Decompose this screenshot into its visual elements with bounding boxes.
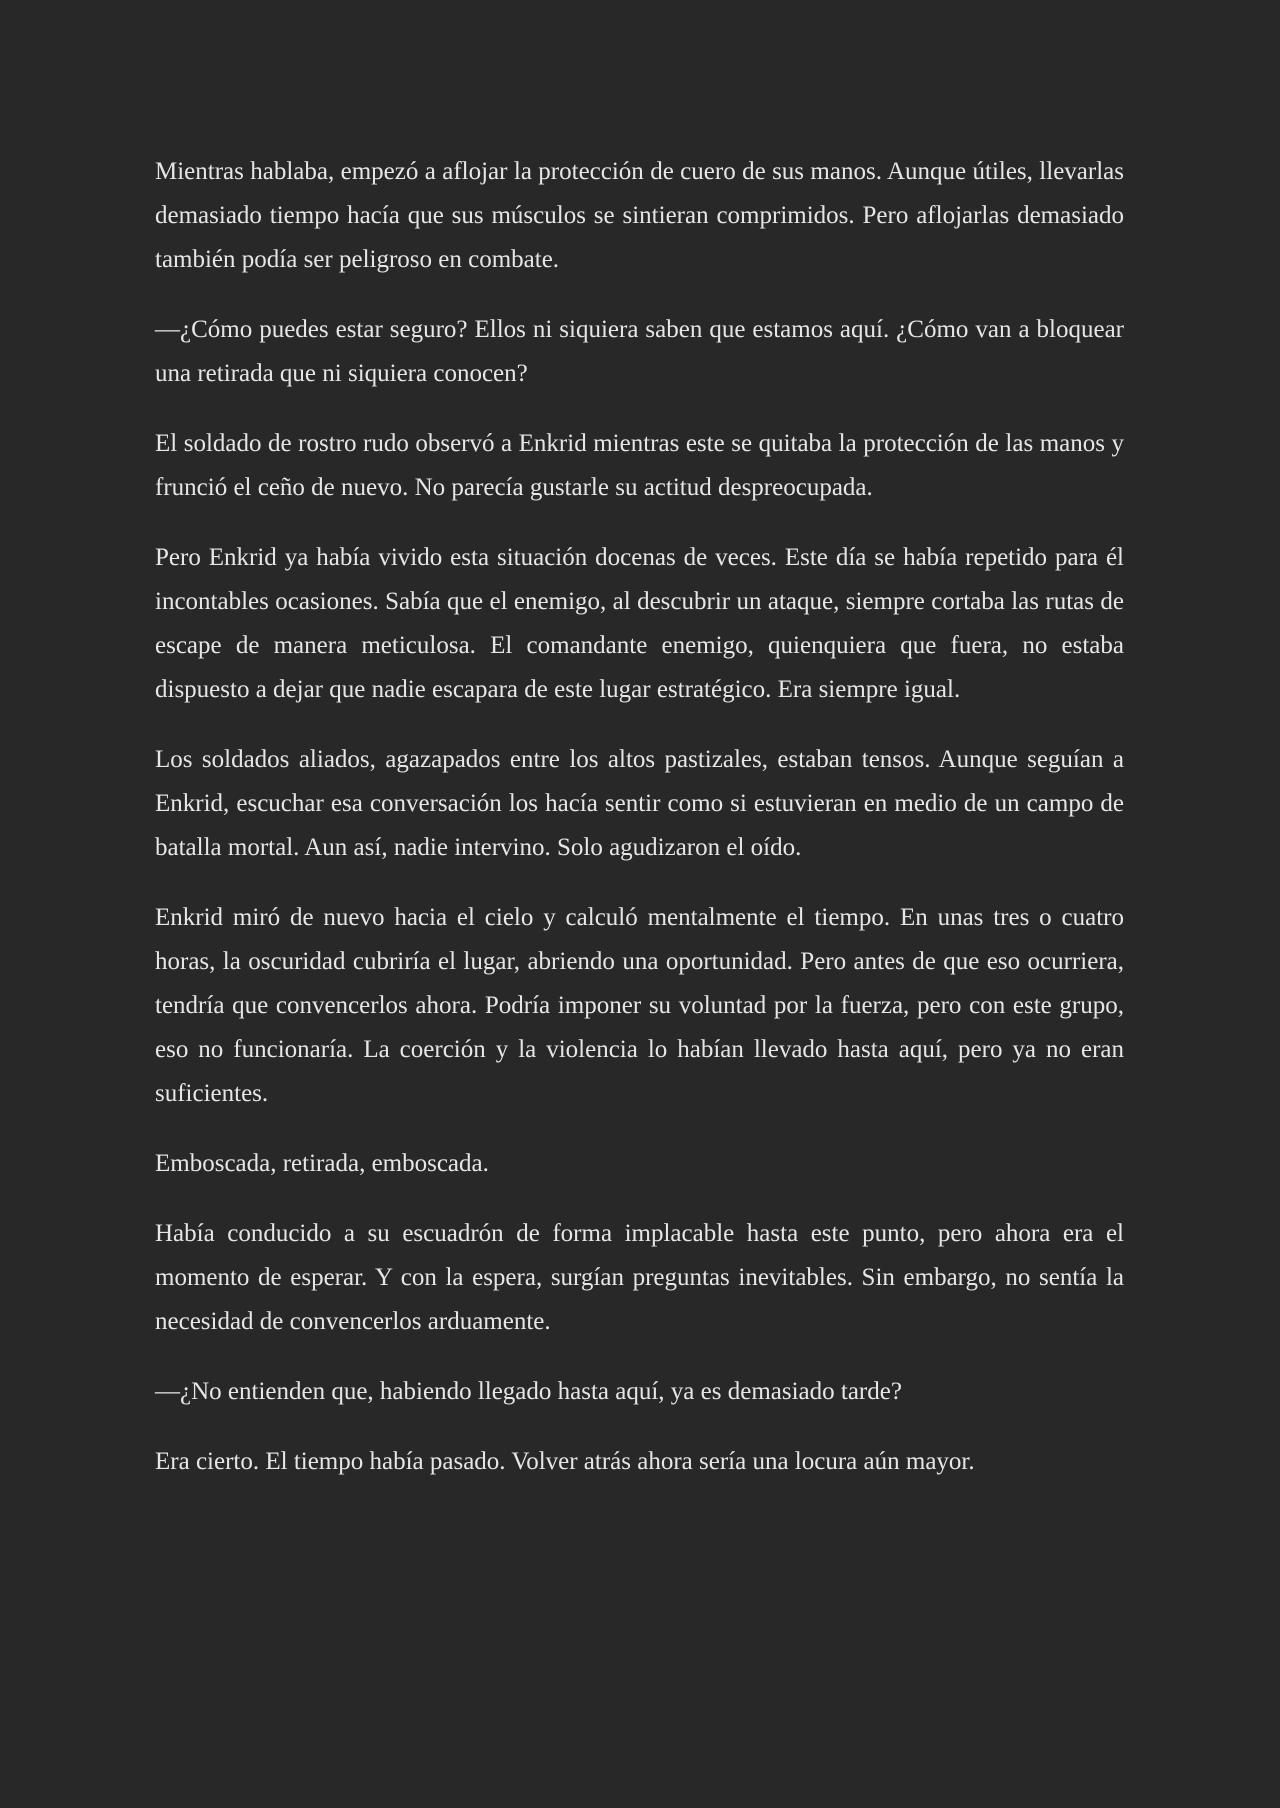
- paragraph-4: Pero Enkrid ya había vivido esta situación docenas de veces. Este día se había repetido para él incontables ocasiones. Sabía que el enemigo, al descubrir un ataque, siempre cortaba las rutas de escape de manera meticulosa. El comandante enemigo, quienquiera que fuera, no estaba dispuesto a dejar que nadie escapara de este lugar estratégico. Era siempre igual.: [155, 544, 1124, 703]
- text-page: [155, 150, 1124, 1510]
- paragraph-3: El soldado de rostro rudo observó a Enkrid mientras este se quitaba la protección de las manos y frunció el ceño de nuevo. No parecía gustarle su actitud despreocupada.: [155, 430, 1124, 501]
- paragraph-5: Los soldados aliados, agazapados entre los altos pastizales, estaban tensos. Aunque seguían a Enkrid, escuchar esa conversación los hacía sentir como si estuvieran en medio de un campo de batalla mortal. Aun así, nadie intervino. Solo agudizaron el oído.: [155, 746, 1124, 861]
- paragraph-2: —¿Cómo puedes estar seguro? Ellos ni siquiera saben que estamos aquí. ¿Cómo van a bloquear una retirada que ni siquiera conocen?: [155, 316, 1124, 387]
- paragraph-9: —¿No entienden que, habiendo llegado hasta aquí, ya es demasiado tarde?: [155, 1378, 902, 1405]
- paragraph-7: Emboscada, retirada, emboscada.: [155, 1150, 489, 1177]
- paragraph-1: Mientras hablaba, empezó a aflojar la protección de cuero de sus manos. Aunque útiles, llevarlas demasiado tiempo hacía que sus músculos se sintieran comprimidos. Pero aflojarlas demasiado también podía ser peligroso en combate.: [155, 158, 1124, 273]
- paragraph-6: Enkrid miró de nuevo hacia el cielo y calculó mentalmente el tiempo. En unas tres o cuatro horas, la oscuridad cubriría el lugar, abriendo una oportunidad. Pero antes de que eso ocurriera, tendría que convencerlos ahora. Podría imponer su voluntad por la fuerza, pero con este grupo, eso no funcionaría. La coerción y la violencia lo habían llevado hasta aquí, pero ya no eran suficientes.: [155, 904, 1124, 1107]
- paragraph-10: Era cierto. El tiempo había pasado. Volver atrás ahora sería una locura aún mayor.: [155, 1448, 975, 1475]
- paragraph-8: Había conducido a su escuadrón de forma implacable hasta este punto, pero ahora era el momento de esperar. Y con la espera, surgían preguntas inevitables. Sin embargo, no sentía la necesidad de convencerlos arduamente.: [155, 1220, 1124, 1335]
